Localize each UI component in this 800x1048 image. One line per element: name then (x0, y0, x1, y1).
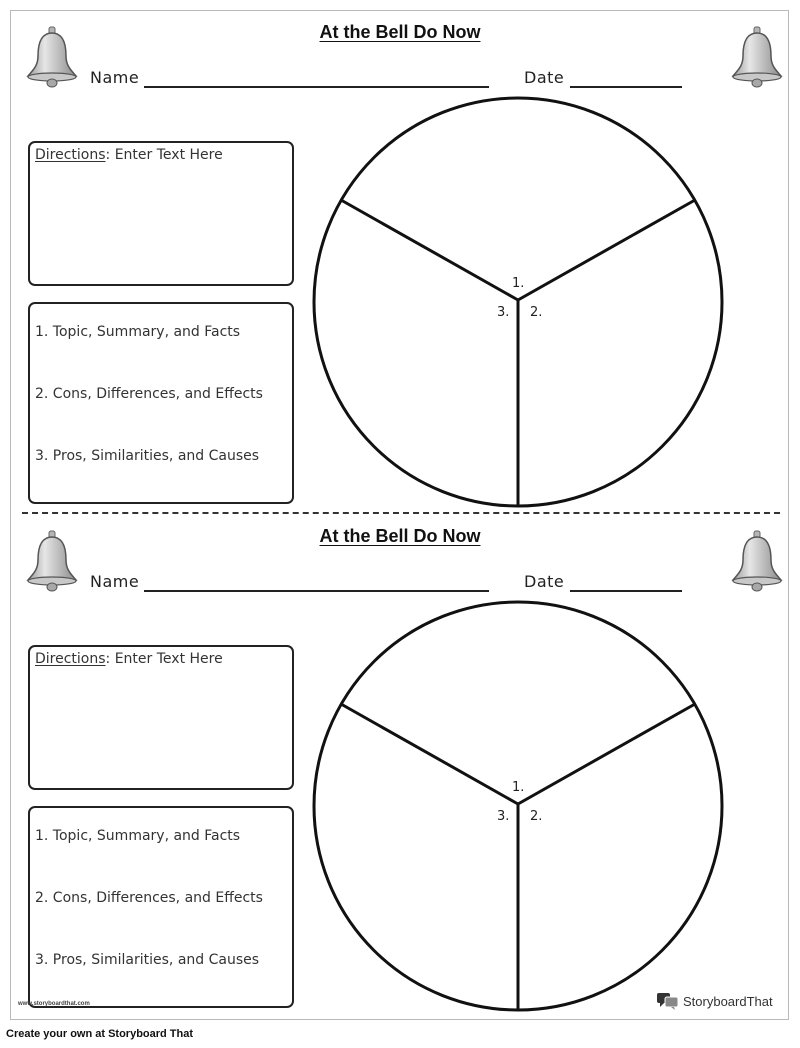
category-item: 3. Pros, Similarities, and Causes (35, 952, 260, 968)
directions-box[interactable] (28, 141, 294, 286)
bell-icon (729, 24, 785, 88)
credit-text[interactable]: Create your own at Storyboard That (6, 1028, 194, 1040)
section-label-3: 3. (497, 305, 510, 320)
section-label-1: 1. (512, 276, 525, 291)
logo-text: StoryboardThat (683, 993, 773, 1009)
three-part-circle (310, 598, 726, 1014)
worksheet-top (0, 0, 800, 504)
category-item: 1. Topic, Summary, and Facts (35, 324, 241, 340)
section-label-1: 1. (512, 780, 525, 795)
worksheet-bottom (0, 504, 800, 1008)
name-label: Name (90, 572, 140, 591)
date-field[interactable] (570, 590, 682, 592)
directions-text: Directions: Enter Text Here (35, 147, 223, 163)
date-label: Date (524, 68, 565, 87)
bell-icon (24, 24, 80, 88)
category-item: 1. Topic, Summary, and Facts (35, 828, 241, 844)
name-label: Name (90, 68, 140, 87)
storyboardthat-logo[interactable] (656, 990, 773, 1012)
section-label-3: 3. (497, 809, 510, 824)
category-item: 2. Cons, Differences, and Effects (35, 386, 263, 402)
category-item: 2. Cons, Differences, and Effects (35, 890, 263, 906)
footer-url: www.storyboardthat.com (18, 1001, 90, 1007)
date-label: Date (524, 572, 565, 591)
worksheet-title: At the Bell Do Now (319, 526, 481, 546)
category-item: 3. Pros, Similarities, and Causes (35, 448, 260, 464)
section-label-2: 2. (530, 809, 543, 824)
directions-box[interactable] (28, 645, 294, 790)
categories-box (28, 302, 294, 504)
bell-icon (24, 528, 80, 592)
storyboardthat-logo-icon (656, 991, 680, 1011)
name-field[interactable] (144, 590, 489, 592)
categories-box (28, 806, 294, 1008)
three-part-circle (310, 94, 726, 510)
date-field[interactable] (570, 86, 682, 88)
section-label-2: 2. (530, 305, 543, 320)
worksheet-title: At the Bell Do Now (319, 22, 481, 42)
bell-icon (729, 528, 785, 592)
directions-text: Directions: Enter Text Here (35, 651, 223, 667)
name-field[interactable] (144, 86, 489, 88)
